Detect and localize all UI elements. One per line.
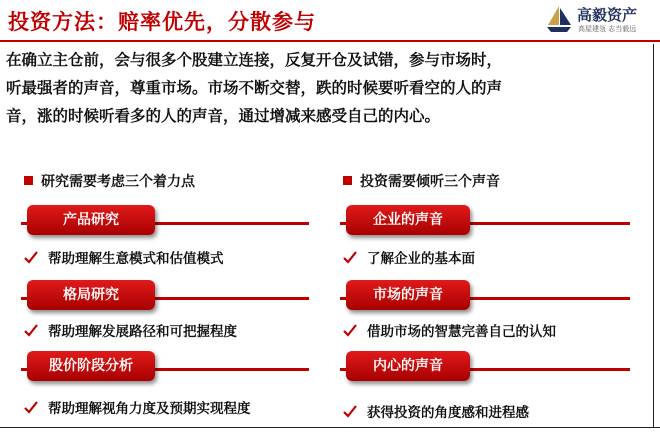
intro-paragraph [6,46,652,130]
left-item-2-detail [24,320,237,340]
page-title: 投资方法：赔率优先，分散参与 [8,9,316,34]
title-divider [0,40,660,42]
check-icon [343,251,357,264]
square-bullet-icon [343,176,352,185]
logo-slogan: 高屋建瓴 志当毅远 [578,25,637,33]
right-item-2-detail [343,320,556,340]
logo-name: 高毅资产 [577,6,638,24]
check-icon [24,251,38,264]
left-section-heading [24,171,195,191]
intro-line: 在确立主仓前，会与很多个股建立连接，反复开仓及试错，参与市场时， [6,50,503,69]
frame-border-bottom [0,427,660,428]
market-voice-button[interactable]: 市场的声音 [346,280,470,310]
check-icon [24,401,38,414]
inner-voice-button[interactable]: 内心的声音 [346,351,470,381]
price-stage-analysis-button[interactable]: 股价阶段分析 [27,351,155,381]
check-icon [24,324,38,337]
left-item-2-text: 帮助理解发展路径和可把握程度 [48,324,237,340]
check-icon [343,324,357,337]
left-item-3-text: 帮助理解视角力度及预期实现程度 [48,401,251,417]
left-heading-text: 研究需要考虑三个着力点 [41,174,195,190]
right-heading-text: 投资需要倾听三个声音 [360,174,500,190]
right-item-2-text: 借助市场的智慧完善自己的认知 [367,324,556,340]
right-item-3-detail [343,401,529,421]
check-icon [343,405,357,418]
right-item-3-text: 获得投资的角度感和进程感 [367,405,529,421]
left-item-1-detail [24,247,224,267]
intro-line: 听最强者的声音，尊重市场。市场不断交替，跌的时候要听看空的人的声 [6,78,503,97]
landscape-research-button[interactable]: 格局研究 [27,280,155,310]
intro-line: 音，涨的时候听看多的人的声音，通过增减来感受自己的内心。 [6,106,441,125]
right-item-1-detail [343,247,475,267]
product-research-button[interactable]: 产品研究 [27,205,155,235]
right-section-heading [343,171,500,191]
company-logo [542,2,654,38]
sailboat-logo-icon [544,4,574,34]
company-voice-button[interactable]: 企业的声音 [346,205,470,235]
frame-border-right [653,44,654,428]
right-item-1-text: 了解企业的基本面 [367,251,475,267]
square-bullet-icon [24,176,33,185]
left-item-3-detail [24,397,251,417]
left-item-1-text: 帮助理解生意模式和估值模式 [48,251,224,267]
